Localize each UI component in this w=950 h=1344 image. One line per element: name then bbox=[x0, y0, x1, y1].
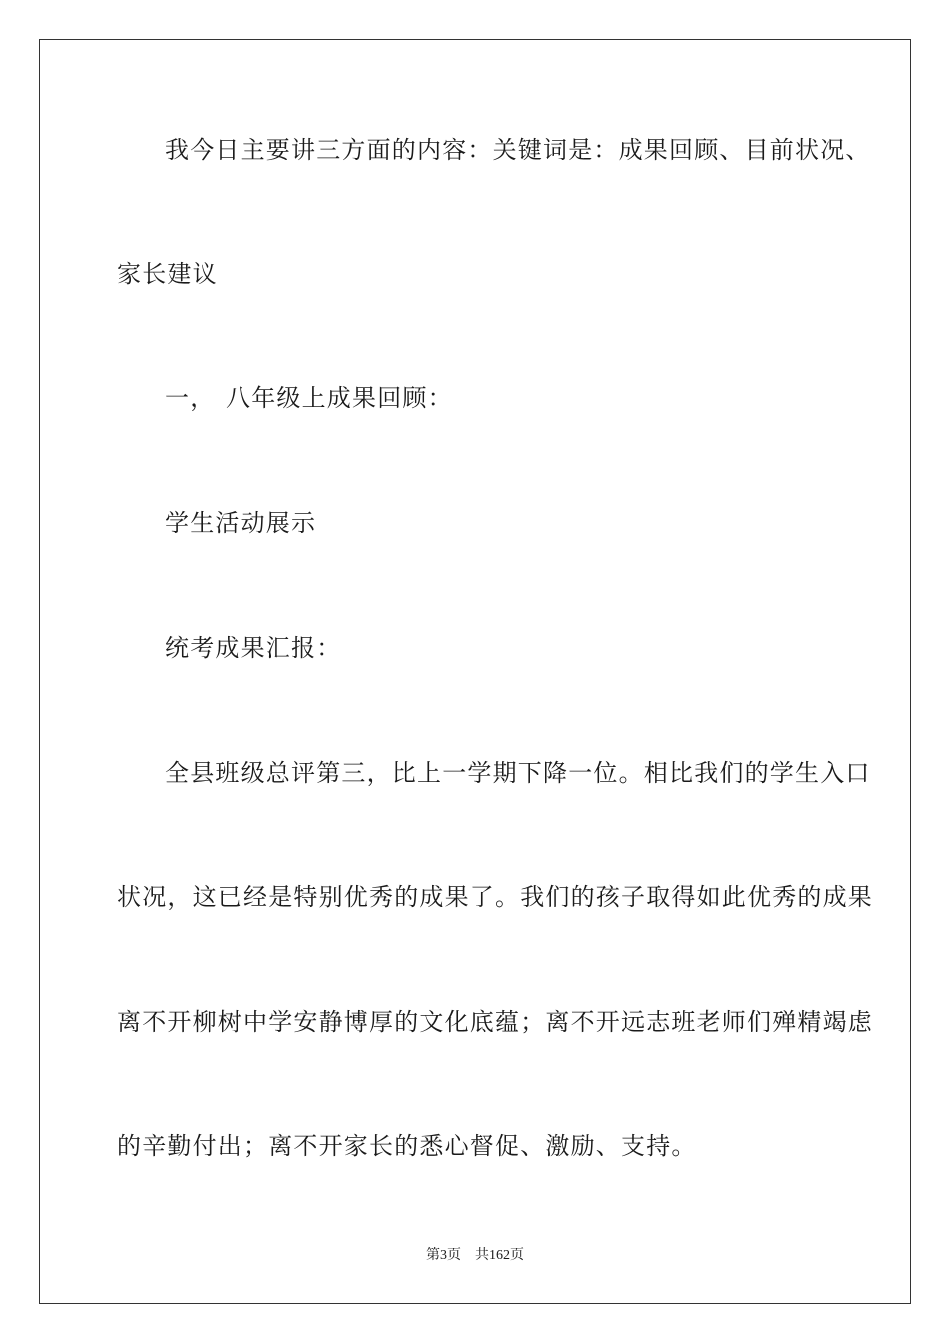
paragraph-intro-line-1: 我今日主要讲三方面的内容：关键词是：成果回顾、目前状况、 bbox=[165, 136, 871, 164]
paragraph-results-line-4: 的辛勤付出；离不开家长的悉心督促、激励、支持。 bbox=[117, 1132, 697, 1160]
page-footer bbox=[0, 1247, 950, 1265]
paragraph-results-line-3: 离不开柳树中学安静博厚的文化底蕴；离不开远志班老师们殚精竭虑 bbox=[117, 1008, 873, 1036]
subheading-activities: 学生活动展示 bbox=[165, 509, 317, 537]
page-number: 第3页 bbox=[426, 1248, 461, 1263]
page-border bbox=[39, 39, 911, 1304]
paragraph-results-line-1: 全县班级总评第三，比上一学期下降一位。相比我们的学生入口 bbox=[165, 759, 871, 787]
paragraph-results-line-2: 状况，这已经是特别优秀的成果了。我们的孩子取得如此优秀的成果 bbox=[117, 883, 873, 911]
section-number: 一， bbox=[165, 384, 216, 412]
paragraph-intro-line-2: 家长建议 bbox=[117, 260, 218, 288]
section-title: 八年级上成果回顾： bbox=[226, 384, 453, 412]
section-heading bbox=[165, 383, 833, 413]
page-total: 共162页 bbox=[475, 1248, 524, 1263]
subheading-exam-results: 统考成果汇报： bbox=[165, 634, 342, 662]
